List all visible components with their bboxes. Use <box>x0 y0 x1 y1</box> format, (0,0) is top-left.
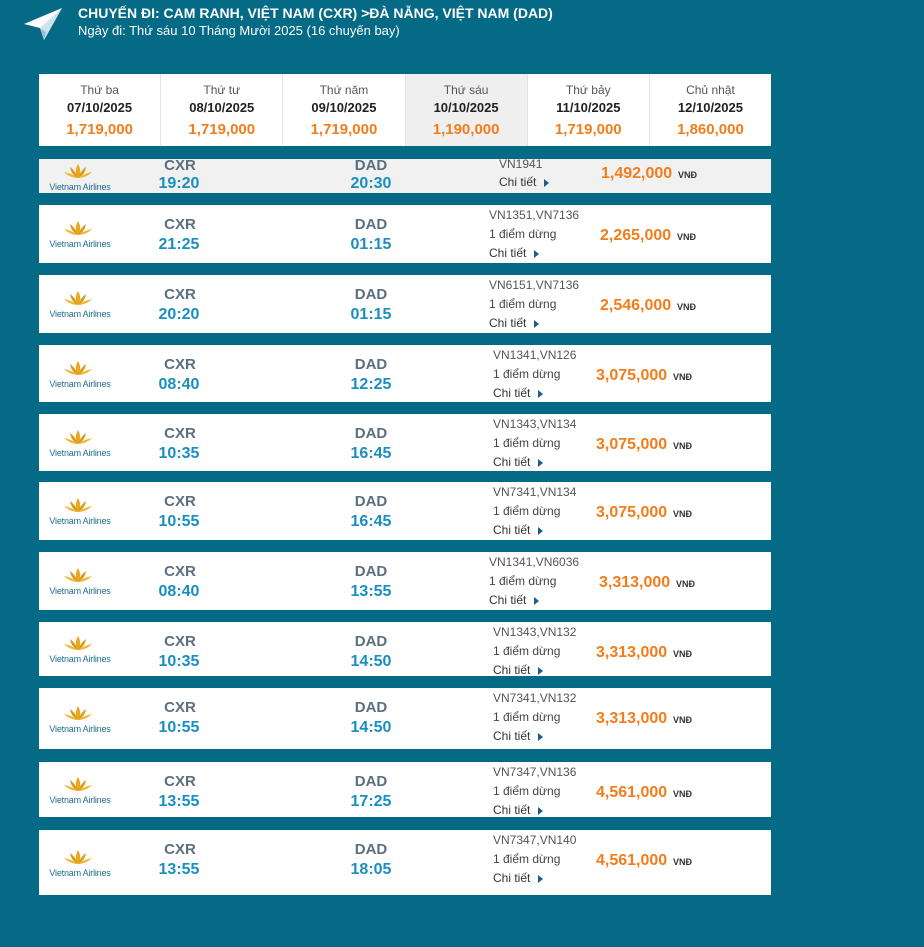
day-date: 09/10/2025 <box>311 100 377 115</box>
detail-label: Chi tiết <box>493 455 531 469</box>
airline-logo <box>43 220 117 250</box>
caret-right-icon <box>538 459 543 467</box>
destination-code: DAD <box>354 425 388 442</box>
detail-link[interactable] <box>493 871 543 885</box>
flight-price: 3,075,000 <box>596 504 668 521</box>
flight-row[interactable] <box>39 205 771 263</box>
departure-time: 13:55 <box>158 861 200 878</box>
flight-number: VN7341,VN132 <box>493 691 577 705</box>
departure-time: 08:40 <box>158 376 200 393</box>
departure-time: 10:35 <box>158 653 200 670</box>
arrival-time: 17:25 <box>350 793 392 810</box>
flight-row[interactable] <box>39 830 771 895</box>
departure-time: 10:55 <box>158 719 200 736</box>
destination-code: DAD <box>354 633 388 650</box>
detail-label: Chi tiết <box>489 246 527 260</box>
currency-label: VNĐ <box>677 232 697 242</box>
day-tab-tue[interactable] <box>39 74 161 146</box>
stops-info: 1 điểm dừng <box>493 852 561 866</box>
arrival-time: 20:30 <box>350 175 392 192</box>
detail-link[interactable] <box>493 386 543 400</box>
stops-info: 1 điểm dừng <box>489 227 557 241</box>
departure-time: 10:55 <box>158 513 200 530</box>
detail-label: Chi tiết <box>489 316 527 330</box>
vietnam-airlines-lotus-icon <box>63 776 93 794</box>
caret-right-icon <box>538 527 543 535</box>
detail-link[interactable] <box>493 803 543 817</box>
day-name: Thứ ba <box>80 83 119 97</box>
day-date: 07/10/2025 <box>67 100 133 115</box>
arrival-time: 01:15 <box>350 236 392 253</box>
flight-row[interactable] <box>39 622 771 676</box>
detail-label: Chi tiết <box>489 593 527 607</box>
flight-number: VN6151,VN7136 <box>489 278 580 292</box>
arrival-time: 18:05 <box>350 861 392 878</box>
flight-number: VN1341,VN126 <box>493 348 577 362</box>
origin-code: CXR <box>164 563 196 580</box>
flight-row[interactable] <box>39 414 771 471</box>
paper-plane-icon <box>22 6 64 42</box>
caret-right-icon <box>538 733 543 741</box>
destination-code: DAD <box>354 493 388 510</box>
currency-label: VNĐ <box>676 579 696 589</box>
currency-label: VNĐ <box>673 509 693 519</box>
day-tab-thu[interactable] <box>283 74 405 146</box>
flight-row[interactable] <box>39 688 771 749</box>
departure-date-info: Ngày đi: Thứ sáu 10 Tháng Mười 2025 (16 chuyến bay) <box>78 23 400 38</box>
vietnam-airlines-lotus-icon <box>63 360 93 378</box>
flight-number: VN1351,VN7136 <box>489 208 580 222</box>
flight-number: VN7347,VN140 <box>493 833 577 847</box>
airline-logo <box>43 849 117 879</box>
destination-code: DAD <box>354 563 388 580</box>
departure-time: 10:35 <box>158 445 200 462</box>
day-tab-sat[interactable] <box>528 74 650 146</box>
origin-code: CXR <box>164 773 196 790</box>
day-name: Chủ nhật <box>686 83 735 97</box>
vietnam-airlines-lotus-icon <box>63 635 93 653</box>
destination-code: DAD <box>354 773 388 790</box>
stops-info: 1 điểm dừng <box>493 436 561 450</box>
caret-right-icon <box>534 250 539 258</box>
origin-code: CXR <box>164 699 196 716</box>
detail-label: Chi tiết <box>493 663 531 677</box>
flight-number: VN1343,VN134 <box>493 417 577 431</box>
caret-right-icon <box>544 179 549 187</box>
destination-code: DAD <box>354 216 388 233</box>
departure-time: 19:20 <box>158 175 200 192</box>
detail-label: Chi tiết <box>493 523 531 537</box>
currency-label: VNĐ <box>673 789 693 799</box>
route-title: CHUYẾN ĐI: CAM RANH, VIỆT NAM (CXR) >ĐÀ NẴNG, VIỆT NAM (DAD) <box>78 5 553 21</box>
departure-time: 13:55 <box>158 793 200 810</box>
stops-info: 1 điểm dừng <box>493 644 561 658</box>
day-date: 10/10/2025 <box>433 100 499 115</box>
origin-code: CXR <box>164 493 196 510</box>
arrival-time: 12:25 <box>350 376 392 393</box>
destination-code: DAD <box>354 699 388 716</box>
currency-label: VNĐ <box>673 857 693 867</box>
origin-code: CXR <box>164 633 196 650</box>
vietnam-airlines-lotus-icon <box>63 705 93 723</box>
detail-link[interactable] <box>493 729 543 743</box>
flight-price: 3,313,000 <box>599 574 671 591</box>
detail-link[interactable] <box>493 455 543 469</box>
arrival-time: 16:45 <box>350 513 392 530</box>
detail-label: Chi tiết <box>493 729 531 743</box>
airline-logo <box>43 635 117 665</box>
arrival-time: 14:50 <box>350 719 392 736</box>
vietnam-airlines-lotus-icon <box>63 163 93 181</box>
flight-price: 3,313,000 <box>596 710 668 727</box>
flight-price: 1,492,000 <box>601 165 673 182</box>
day-tab-sun[interactable] <box>650 74 771 146</box>
flight-row[interactable] <box>39 159 771 193</box>
detail-link[interactable] <box>489 316 539 330</box>
airline-name: Vietnam Airlines <box>49 309 111 319</box>
origin-code: CXR <box>164 841 196 858</box>
stops-info: 1 điểm dừng <box>493 504 561 518</box>
stops-info: 1 điểm dừng <box>489 574 557 588</box>
vietnam-airlines-lotus-icon <box>63 220 93 238</box>
flight-number: VN1941 <box>499 157 543 171</box>
detail-link[interactable] <box>489 246 539 260</box>
destination-code: DAD <box>354 356 388 373</box>
flight-row[interactable] <box>39 482 771 540</box>
day-tab-wed[interactable] <box>161 74 283 146</box>
airline-name: Vietnam Airlines <box>49 586 111 596</box>
flight-number: VN1341,VN6036 <box>489 555 580 569</box>
day-date: 12/10/2025 <box>677 100 743 115</box>
airline-logo <box>43 567 117 597</box>
day-name: Thứ năm <box>319 83 369 97</box>
departure-time: 21:25 <box>158 236 200 253</box>
arrival-time: 16:45 <box>350 445 392 462</box>
airline-name: Vietnam Airlines <box>49 182 111 192</box>
flight-price: 4,561,000 <box>596 852 668 869</box>
flight-price: 2,546,000 <box>600 297 672 314</box>
caret-right-icon <box>538 667 543 675</box>
date-selector <box>39 74 771 146</box>
airline-name: Vietnam Airlines <box>49 516 111 526</box>
vietnam-airlines-lotus-icon <box>63 567 93 585</box>
airline-logo <box>43 497 117 527</box>
origin-code: CXR <box>164 286 196 303</box>
flight-price: 3,075,000 <box>596 367 668 384</box>
day-price: 1,190,000 <box>432 121 500 138</box>
destination-code: DAD <box>354 841 388 858</box>
airline-name: Vietnam Airlines <box>49 239 111 249</box>
day-tab-fri-selected[interactable] <box>406 74 528 146</box>
origin-code: CXR <box>164 216 196 233</box>
vietnam-airlines-lotus-icon <box>63 497 93 515</box>
airline-logo <box>43 360 117 390</box>
stops-info: 1 điểm dừng <box>489 297 557 311</box>
currency-label: VNĐ <box>673 372 693 382</box>
day-price: 1,719,000 <box>188 121 256 138</box>
flight-price: 2,265,000 <box>600 227 672 244</box>
day-date: 11/10/2025 <box>556 100 621 115</box>
stops-info: 1 điểm dừng <box>493 784 561 798</box>
airline-name: Vietnam Airlines <box>49 868 111 878</box>
caret-right-icon <box>538 807 543 815</box>
day-price: 1,719,000 <box>310 121 378 138</box>
airline-logo <box>43 776 117 806</box>
caret-right-icon <box>534 320 539 328</box>
stops-info: 1 điểm dừng <box>493 367 561 381</box>
detail-label: Chi tiết <box>493 803 531 817</box>
departure-time: 08:40 <box>158 583 200 600</box>
detail-link[interactable] <box>499 175 549 189</box>
airline-name: Vietnam Airlines <box>49 448 111 458</box>
airline-name: Vietnam Airlines <box>49 379 111 389</box>
vietnam-airlines-lotus-icon <box>63 290 93 308</box>
stops-info: 1 điểm dừng <box>493 710 561 724</box>
detail-label: Chi tiết <box>499 175 537 189</box>
detail-link[interactable] <box>493 523 543 537</box>
day-name: Thứ sáu <box>443 83 489 97</box>
departure-time: 20:20 <box>158 306 200 323</box>
flight-number: VN7347,VN136 <box>493 765 577 779</box>
flight-row[interactable] <box>39 552 771 610</box>
arrival-time: 13:55 <box>350 583 392 600</box>
arrival-time: 14:50 <box>350 653 392 670</box>
airline-name: Vietnam Airlines <box>49 724 111 734</box>
vietnam-airlines-lotus-icon <box>63 429 93 447</box>
flight-price: 3,313,000 <box>596 644 668 661</box>
origin-code: CXR <box>164 157 196 174</box>
day-date: 08/10/2025 <box>189 100 255 115</box>
page-header <box>22 4 902 44</box>
origin-code: CXR <box>164 356 196 373</box>
flight-row[interactable] <box>39 275 771 333</box>
detail-link[interactable] <box>489 593 539 607</box>
day-price: 1,860,000 <box>677 121 744 138</box>
flight-number: VN1343,VN132 <box>493 625 577 639</box>
caret-right-icon <box>538 875 543 883</box>
day-price: 1,719,000 <box>554 121 622 138</box>
caret-right-icon <box>534 597 539 605</box>
detail-label: Chi tiết <box>493 871 531 885</box>
airline-logo <box>43 290 117 320</box>
day-name: Thứ bảy <box>565 83 611 97</box>
currency-label: VNĐ <box>678 170 698 180</box>
flight-row[interactable] <box>39 345 771 402</box>
currency-label: VNĐ <box>673 441 693 451</box>
flight-price: 3,075,000 <box>596 436 668 453</box>
arrival-time: 01:15 <box>350 306 392 323</box>
detail-link[interactable] <box>493 663 543 677</box>
day-price: 1,719,000 <box>66 121 133 138</box>
detail-label: Chi tiết <box>493 386 531 400</box>
destination-code: DAD <box>354 157 388 174</box>
origin-code: CXR <box>164 425 196 442</box>
flight-row[interactable] <box>39 762 771 817</box>
currency-label: VNĐ <box>677 302 697 312</box>
airline-logo <box>43 705 117 735</box>
vietnam-airlines-lotus-icon <box>63 849 93 867</box>
airline-name: Vietnam Airlines <box>49 654 111 664</box>
currency-label: VNĐ <box>673 649 693 659</box>
flight-price: 4,561,000 <box>596 784 668 801</box>
day-name: Thứ tư <box>203 83 241 97</box>
currency-label: VNĐ <box>673 715 693 725</box>
caret-right-icon <box>538 390 543 398</box>
airline-name: Vietnam Airlines <box>49 795 111 805</box>
airline-logo <box>43 429 117 459</box>
airline-logo <box>43 163 117 193</box>
flight-number: VN7341,VN134 <box>493 485 577 499</box>
destination-code: DAD <box>354 286 388 303</box>
